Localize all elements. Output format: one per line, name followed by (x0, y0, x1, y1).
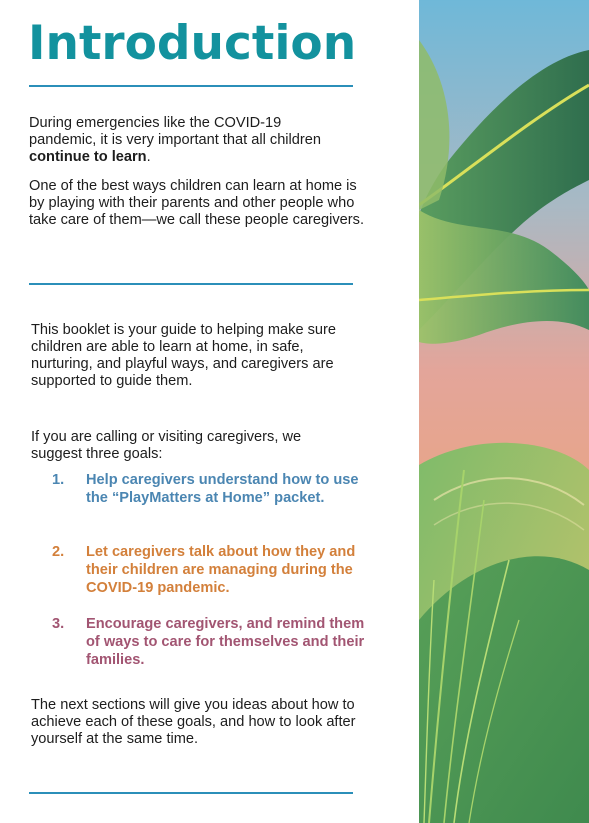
goal-item-1 (46, 471, 376, 543)
goal-text: Help caregivers understand how to use the “PlayMatters at Home” packet. (86, 472, 359, 506)
goal-number: 2. (52, 544, 65, 560)
goal-text: Encourage caregivers, and remind them of ways to care for themselves and their families. (86, 616, 365, 668)
booklet-paragraph: This booklet is your guide to helping make sure children are able to learn at home, in safe, nurturing, and playful ways, and caregivers are supported to guide them. (31, 322, 337, 389)
goals-intro: If you are calling or visiting caregivers, we suggest three goals: (31, 429, 302, 462)
goal-text: Let caregivers talk about how they and their children are managing during the COVID-19 pandemic. (86, 544, 356, 596)
page-title: Introduction (28, 16, 357, 71)
goal-number: 3. (52, 616, 65, 632)
intro-emphasis: continue to learn (29, 149, 147, 165)
divider-bottom (29, 792, 353, 794)
goal-item-2 (46, 543, 376, 615)
goal-item-3 (46, 615, 376, 669)
decorative-foliage-illustration (419, 0, 589, 823)
divider-middle (29, 283, 353, 285)
intro-paragraph-1 (29, 115, 329, 166)
closing-paragraph: The next sections will give you ideas about how to achieve each of these goals, and how to look after yourself at the same time. (31, 697, 356, 747)
hill-dark (419, 556, 589, 823)
goal-number: 1. (52, 472, 65, 488)
intro-text-end: . (146, 149, 151, 165)
intro-paragraph-2: One of the best ways children can learn at home is by playing with their parents and other people who take care of them—we call these people caregivers. (29, 178, 365, 228)
goals-list (46, 471, 376, 669)
divider-top (29, 85, 353, 87)
intro-text-start: During emergencies like the COVID-19 pandemic, it is very important that all children (29, 115, 322, 148)
